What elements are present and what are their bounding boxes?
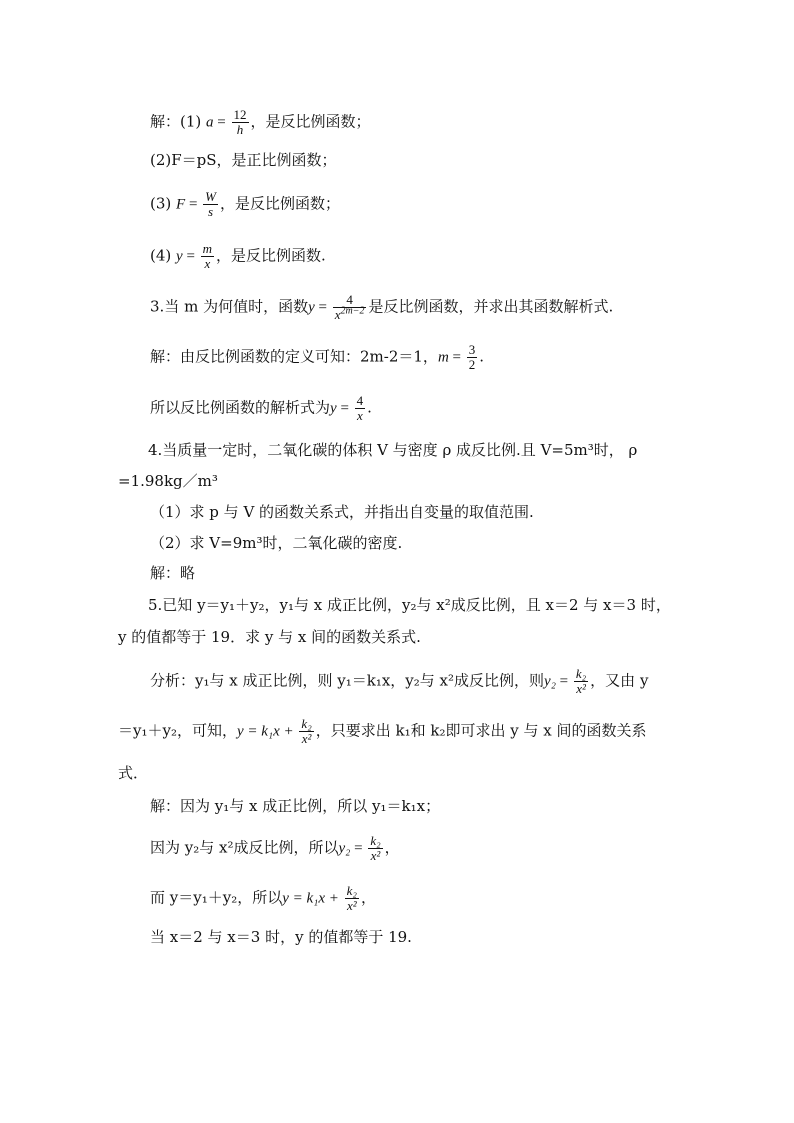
- text: 5.已知 y＝y₁＋y₂，y₁与 x 成正比例，y₂与 x²成反比例，且 x＝2 与 x＝3 时，: [148, 596, 671, 614]
- fraction: [345, 884, 359, 913]
- text: 当 x＝2 与 x＝3 时，y 的值都等于 19.: [150, 928, 412, 946]
- fraction-numerator: k₂: [370, 833, 381, 848]
- base: x: [334, 307, 341, 322]
- math-var: y: [308, 299, 315, 316]
- text: (3): [150, 194, 177, 213]
- fraction-numerator: 4: [356, 393, 364, 408]
- text: ，是反比例函数；: [220, 194, 341, 213]
- question-4-part-2: [150, 533, 402, 553]
- question-5-continued-line: [118, 627, 421, 647]
- text: =1.98kg／m³: [118, 472, 218, 490]
- fraction-numerator: k₂: [575, 666, 587, 681]
- text: 解：因为 y₁与 x 成正比例，所以 y₁＝k₁x；: [150, 797, 441, 815]
- fraction-denominator: x²: [301, 731, 312, 746]
- text: ，是反比例函数；: [250, 112, 371, 131]
- analysis-line-2: [118, 717, 646, 746]
- math-var: y₂: [338, 840, 351, 857]
- math-eq: =: [213, 114, 230, 131]
- exponent: 2m−2: [340, 305, 365, 317]
- text: （2）求 V=9m³时，二氧化碳的密度.: [150, 534, 403, 552]
- math-eq: =: [555, 673, 572, 690]
- fraction-numerator: W: [205, 189, 216, 204]
- fraction: [201, 242, 214, 271]
- text: 解：(1): [150, 112, 207, 131]
- fraction: [467, 343, 478, 372]
- fraction: [203, 190, 218, 219]
- fraction-denominator: 2: [468, 357, 476, 372]
- fraction-denominator: s: [208, 204, 214, 219]
- math-eq: =: [350, 840, 367, 857]
- text: 所以反比例函数的解析式为: [150, 398, 331, 417]
- solution-4-line: [150, 563, 195, 583]
- question-4-line: [148, 440, 637, 460]
- text: 解：由反比例函数的定义可知：2m-2＝1，: [150, 347, 438, 366]
- text: 3.当 m 为何值时，函数: [150, 297, 309, 316]
- solution-3-result-line: [150, 394, 372, 423]
- math-var: F: [176, 196, 186, 213]
- fraction-denominator: x²: [370, 848, 381, 863]
- math-var: a: [206, 114, 214, 131]
- question-4-continued-line: [118, 471, 218, 491]
- question-5-line: [148, 595, 671, 615]
- solution-5-line-3: [150, 884, 376, 913]
- fraction-numerator: m: [202, 241, 213, 256]
- text: 分析：y₁与 x 成正比例，则 y₁＝k₁x，y₂与 x²成反比例，则: [150, 671, 545, 690]
- text: ，是反比例函数.: [216, 246, 326, 265]
- fraction: [232, 108, 249, 137]
- fraction: [333, 293, 367, 322]
- analysis-line-1: [150, 667, 648, 696]
- math-var: y: [176, 248, 183, 265]
- fraction-denominator: x: [204, 256, 211, 271]
- math-var: y: [330, 400, 337, 417]
- math-eq: =: [185, 196, 202, 213]
- answer-2-line: [150, 150, 337, 170]
- math-eq: =: [182, 248, 199, 265]
- answer-4-line: [150, 242, 326, 271]
- fraction-denominator: x²: [576, 681, 586, 696]
- text: .: [479, 347, 485, 366]
- fraction-numerator: 4: [333, 293, 367, 308]
- math-expression: y = k₁x +: [236, 723, 298, 740]
- solution-5-line-1: [150, 796, 440, 816]
- math-expression: y = k₁x +: [282, 890, 343, 907]
- text: .: [367, 398, 372, 417]
- solution-5-line-4: [150, 927, 412, 947]
- text: (4): [150, 246, 177, 265]
- fraction-numerator: 3: [468, 342, 476, 357]
- math-eq: =: [314, 299, 331, 316]
- answer-1-line: [150, 108, 371, 137]
- text: y 的值都等于 19．求 y 与 x 间的函数关系式.: [118, 628, 421, 646]
- solution-5-line-2: [150, 834, 400, 863]
- analysis-line-3: [118, 763, 148, 783]
- question-3-line: [150, 293, 613, 322]
- text: (2)F＝pS，是正比例函数；: [150, 151, 337, 169]
- text: 而 y＝y₁＋y₂，所以: [150, 888, 283, 907]
- fraction-numerator: k₂: [346, 883, 357, 898]
- solution-3-line: [150, 343, 484, 372]
- text: 式．: [118, 764, 149, 782]
- math-var: y₂: [544, 673, 556, 690]
- fraction-denominator: h: [236, 122, 244, 137]
- text: 解：略: [150, 564, 196, 582]
- fraction-numerator: k₂: [301, 716, 312, 731]
- answer-3-line: [150, 190, 340, 219]
- text: ，又由 y: [590, 671, 649, 690]
- text: 是反比例函数，并求出其函数解析式.: [368, 297, 614, 316]
- text: 因为 y₂与 x²成反比例，所以: [150, 838, 339, 857]
- fraction-denominator: x: [357, 408, 363, 423]
- text: ，: [384, 838, 400, 857]
- fraction: [574, 667, 588, 696]
- fraction: [368, 834, 382, 863]
- question-4-part-1: [150, 502, 534, 522]
- text: ，: [360, 888, 376, 907]
- fraction-numerator: 12: [233, 107, 247, 122]
- text: ＝y₁＋y₂，可知，: [118, 721, 237, 740]
- math-eq: =: [336, 400, 353, 417]
- math-var: m: [437, 349, 449, 366]
- fraction-denominator: x²: [346, 898, 357, 913]
- fraction: [299, 717, 313, 746]
- text: （1）求 p 与 V 的函数关系式，并指出自变量的取值范围.: [150, 503, 534, 521]
- text: ，只要求出 k₁和 k₂即可求出 y 与 x 间的函数关系: [315, 721, 647, 740]
- fraction-denominator: [333, 305, 367, 322]
- text: 4.当质量一定时，二氧化碳的体积 V 与密度 ρ 成反比例.且 V=5m³时， ρ: [148, 441, 638, 459]
- fraction: [355, 394, 366, 423]
- math-eq: =: [448, 349, 465, 366]
